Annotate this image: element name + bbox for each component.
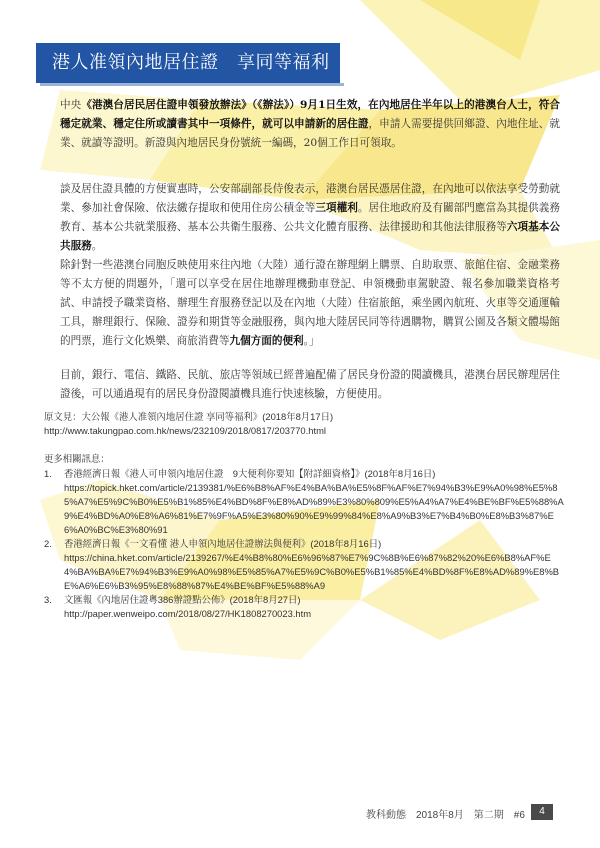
list-item-number: 3. xyxy=(44,594,52,605)
references-list xyxy=(44,467,564,621)
page-title: 港人准領內地居住證 享同等福利 xyxy=(36,43,340,83)
list-item xyxy=(44,467,564,537)
bold-span: 六項基本公共服務 xyxy=(60,221,561,252)
paragraph-3 xyxy=(60,256,560,351)
source-link[interactable]: http://www.takungpao.com.hk/news/232109/2018/0817/203770.html xyxy=(44,425,326,436)
paragraph-1 xyxy=(60,96,560,153)
title-underline xyxy=(40,83,344,86)
text-span: 談及居住證具體的方便實惠時，公安部副部長侍俊表示，港澳台居民憑居住證，在內地可以依法享受勞動就業、參加社會保險、依法繳存提取和使用住房公積金等 xyxy=(60,183,560,214)
bold-span: 三項權利 xyxy=(315,202,358,214)
text-span: 。」 xyxy=(303,335,320,347)
text-span: 除針對一些港澳台同胞反映使用來往內地（大陸）通行證在辦理網上購票、自助取票、旅館住宿、金融業務等不太方便的問題外，「還可以享受在居住地辦理機動車登記、申領機動車駕駛證、報名參加職業資格考試、申請授予職業資格、辦理生育服務登記以及在內地（大陸）住宿旅館，乘坐國內航班、火車等交通運輸工具，辦理銀行、保險、證券和期貨等金融服務，與內地大陸居民同等待遇購物，購買公園及各類文體場館的門票，進行文化娛樂、商旅消費等 xyxy=(60,259,560,347)
reference-link[interactable]: https://china.hket.com/article/2139267/%E4%B8%80%E6%96%87%E7%9C%8B%E6%87%82%20%E6%B8%AF%E4%BA%BA%E7%94%B3%E9%A0%98%E5%85%A7%E5%9C%B0%E5%B1%85%E4%BD%8F%E8%AD%89%E8%BE%A6%E6%B3%95%E8%88%87%E4%BE%BF%E5%88%A9 xyxy=(64,552,560,591)
reference-link[interactable]: http://paper.wenweipo.com/2018/08/27/HK1808270023.htm xyxy=(64,608,312,619)
text-span: 中央 xyxy=(60,99,82,111)
bold-span: 九個方面的便利 xyxy=(229,335,304,347)
text-span: 。居住地政府及有關部門應當為其提供義務教育、基本公共就業服務、基本公共衛生服務、公共文化體育服務、法律援助和其他法律服務等 xyxy=(60,202,561,233)
reference-title: 文匯報《內地居住證粵386辦證點公佈》(2018年8月27日) xyxy=(64,594,301,605)
reference-title: 香港經濟日報《港人可申領內地居住證 9大便利你要知【附詳細資格】》(2018年8月16日) xyxy=(64,468,436,479)
source-line: 原文見：大公報《港人准領內地居住證 享同等福利》(2018年8月17日) xyxy=(44,411,334,422)
list-item-number: 1. xyxy=(44,468,52,479)
list-item xyxy=(44,537,564,593)
page-footer: 教科動態 2018年8月 第二期 #6 xyxy=(366,810,525,821)
source-citation xyxy=(44,410,564,438)
paragraph-4 xyxy=(60,366,560,404)
reference-title: 香港經濟日報《一文看懂 港人申領內地居住證辦法與便利》(2018年8月16日) xyxy=(64,538,382,549)
reference-link[interactable]: https://topick.hket.com/article/2139381/%E6%B8%AF%E4%BA%BA%E5%8F%AF%E7%94%B3%E9%A0%98%E5%85%A7%E5%9C%B0%E5%B1%85%E4%BD%8F%E8%AD%89%E3%80%809%E5%A4%A7%E4%BE%BF%E5%88%A9%E4%BD%A0%E8%A6%81%E7%9F%A5%E3%80%90%E9%99%84%E8%A9%B3%E7%B4%B0%E8%B3%87%E6%A0%BC%E3%80%91 xyxy=(64,482,564,535)
text-span: 目前，銀行、電信、鐵路、民航、旅店等領域已經普遍配備了居民身份證的閱讀機具，港澳台居民辦理居住證後，可以通過現有的居民身份證閱讀機具進行快速核驗，方便使用。 xyxy=(60,369,560,400)
text-span: ，申請人需要提供回鄉證、內地住址、就業、就讀等證明。新證與內地居民身份號統一編碼，20個工作日可領取。 xyxy=(60,118,561,149)
references-section xyxy=(44,452,564,621)
paragraph-2 xyxy=(60,180,560,256)
text-span: 。 xyxy=(91,240,103,252)
page-number: 4 xyxy=(531,804,553,820)
list-item xyxy=(44,593,564,621)
list-item-number: 2. xyxy=(44,538,52,549)
bold-span: 《港澳台居民居住證申領發放辦法》（《辦法》）9月1日生效，在內地居住半年以上的港澳台人士，符合穩定就業、穩定住所或讀書其中一項條件，就可以申請新的居住證 xyxy=(60,99,560,130)
references-heading: 更多相關訊息： xyxy=(44,453,110,464)
